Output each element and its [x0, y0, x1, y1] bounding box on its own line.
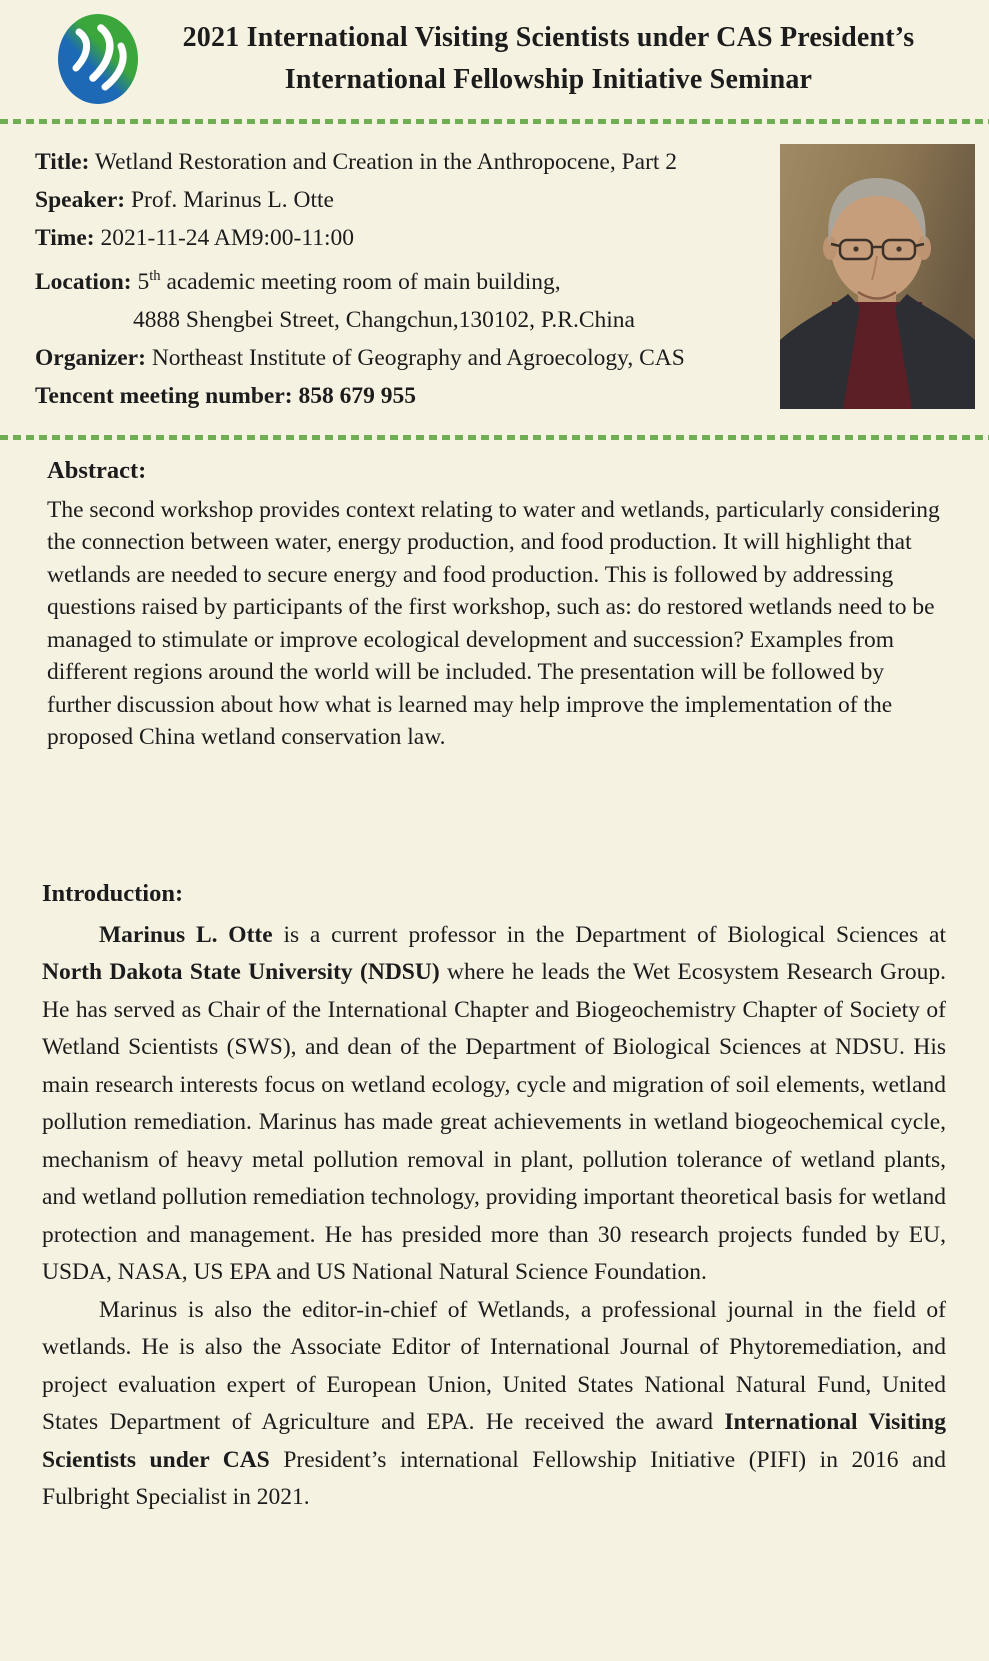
organizer-label: Organizer:: [35, 344, 146, 371]
header: [0, 0, 989, 112]
info-location-line2: [35, 301, 774, 339]
university-name-bold: North Dakota State University (NDSU): [42, 959, 440, 986]
award-name-bold: International Visiting Scientists under CAS: [42, 1409, 946, 1473]
seminar-title-line2: International Fellowship Initiative Seminar: [284, 64, 813, 95]
speaker-photo: [780, 144, 975, 409]
info-location-line: [35, 257, 774, 301]
title-label: Title:: [35, 149, 90, 175]
tencent-value: 858 679 955: [298, 382, 416, 409]
info-title-line: [35, 143, 774, 181]
title-value: Wetland Restoration and Creation in the Anthropocene, Part 2: [94, 149, 678, 175]
institute-logo-icon: [56, 12, 140, 106]
speaker-name-bold: Marinus L. Otte: [99, 921, 273, 948]
seminar-title-line1: 2021 International Visiting Scientists under CAS President’s: [182, 22, 915, 53]
introduction-paragraph-1: Marinus L. Otte is a current professor in the Department of Biological Sciences at North Dakota State University (NDSU) where he leads the Wet Ecosystem Research Group. He has served as Chair of the International Chapter and Biogeochemistry Chapter of Society of Wetland Scientists (SWS), and dean of the Department of Biological Sciences at NDSU. His main research interests focus on wetland ecology, cycle and migration of soil elements, wetland pollution remediation. Marinus has made great achievements in wetland biogeochemical cycle, mechanism of heavy metal pollution removal in plant, pollution tolerance of wetland plants, and wetland pollution remediation technology, providing important theoretical basis for wetland protection and management. He has presided more than 30 research projects funded by EU, USDA, NASA, US EPA and US National Natural Science Foundation.: [42, 921, 946, 1286]
info-speaker-line: [35, 181, 774, 219]
info-organizer-line: [35, 339, 774, 377]
ordinal-suffix: th: [149, 268, 161, 284]
abstract-section: [0, 440, 989, 754]
organizer-value: Northeast Institute of Geography and Agroecology, CAS: [151, 344, 685, 371]
introduction-section: [0, 880, 989, 1517]
location-value: 5th academic meeting room of main building,: [137, 268, 561, 295]
speaker-label: Speaker:: [35, 187, 126, 213]
seminar-title: [140, 17, 963, 101]
abstract-body: The second workshop provides context relating to water and wetlands, particularly considering the connection between water, energy production, and food production. It will highlight that wetlands are needed to secure energy and food production. This is followed by addressing questions raised by participants of the first workshop, such as: do restored wetlands need to be managed to stimulate or improve ecological development and succession? Examples from different regions around the world will be included. The presentation will be followed by further discussion about how what is learned may help improve the implementation of the proposed China wetland conservation law.: [47, 496, 940, 751]
info-time-line: [35, 219, 774, 257]
abstract-heading: Abstract:: [47, 456, 147, 484]
introduction-paragraph-2: Marinus is also the editor-in-chief of Wetlands, a professional journal in the field of wetlands. He is also the Associate Editor of International Journal of Phytoremediation, and project evaluation expert of European Union, United States National Natural Fund, United States Department of Agriculture and EPA. He received the award International Visiting Scientists under CAS President’s international Fellowship Initiative (PIFI) in 2016 and Fulbright Specialist in 2021.: [42, 1296, 946, 1511]
time-value: 2021-11-24 AM9:00-11:00: [100, 225, 354, 251]
info-tencent-line: [35, 377, 774, 415]
location-label: Location:: [35, 268, 132, 295]
tencent-label: Tencent meeting number:: [35, 382, 293, 409]
seminar-info: [0, 124, 989, 435]
location-address: 4888 Shengbei Street, Changchun,130102, P.R.China: [133, 306, 635, 333]
speaker-value: Prof. Marinus L. Otte: [130, 187, 334, 213]
time-label: Time:: [35, 225, 95, 251]
introduction-heading: Introduction:: [42, 879, 184, 907]
